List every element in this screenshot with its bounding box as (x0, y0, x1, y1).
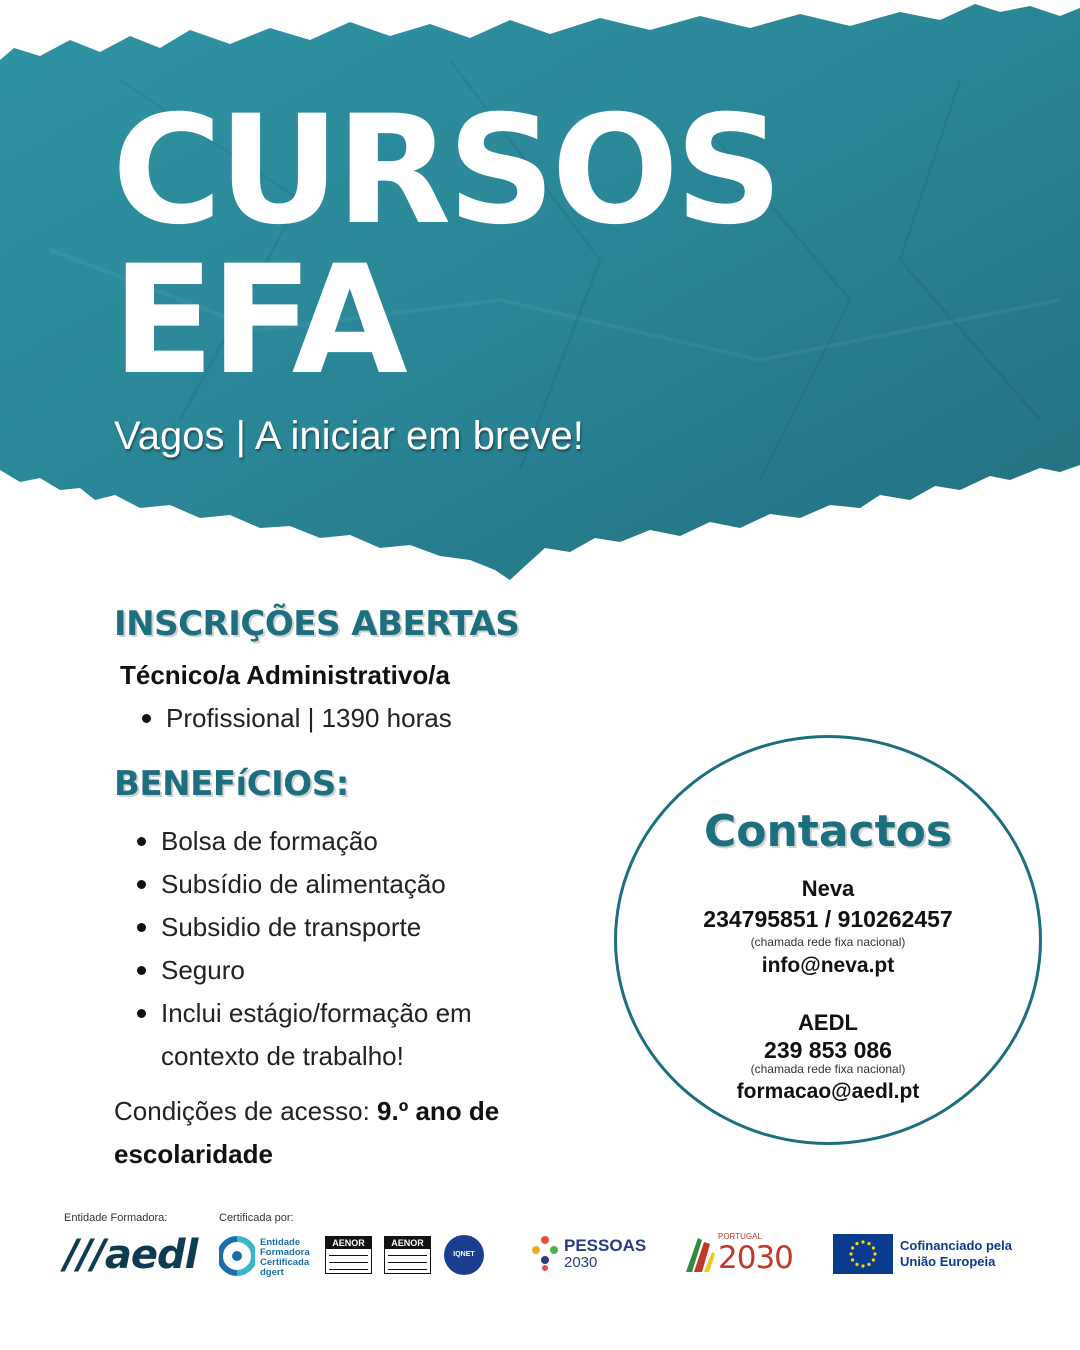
certified-label: Certificada por: (219, 1212, 294, 1224)
access-conditions (114, 1090, 564, 1176)
benefits-list (135, 820, 555, 1078)
eu-cofinanced-text: Cofinanciado pela União Europeia (900, 1238, 1012, 1269)
access-value: 9.º ano de escolaridade (114, 1096, 500, 1169)
aedl-phone-note: (chamada rede fixa nacional) (750, 1062, 906, 1076)
benefits-heading: BENEFíCIOS: (114, 764, 349, 804)
eu-flag-icon (833, 1234, 893, 1274)
access-label: Condições de acesso: (114, 1096, 378, 1126)
pessoas-logo-icon (530, 1234, 560, 1272)
iqnet-badge: IQNET (444, 1235, 484, 1275)
entity-label: Entidade Formadora: (64, 1212, 168, 1224)
portugal-2030-icon (684, 1234, 716, 1274)
hero-title-line-1: CURSOS (112, 84, 779, 258)
aenor-training-badge: AENOR (384, 1236, 431, 1274)
aedl-logo: ///aedl (64, 1232, 198, 1278)
aedl-name: AEDL (798, 1010, 858, 1035)
list-item: Subsídio de alimentação (135, 863, 555, 906)
pessoas-logo-year: 2030 (564, 1254, 598, 1271)
list-item: Bolsa de formação (135, 820, 555, 863)
registration-heading: INSCRIÇÕES ABERTAS (114, 604, 520, 644)
list-item: Subsidio de transporte (135, 906, 555, 949)
hero-title-line-2: EFA (112, 234, 404, 408)
dgert-logo-text: Entidade Formadora Certificada dgert (260, 1237, 310, 1278)
portugal-year: 2030 (718, 1240, 793, 1276)
neva-phone[interactable]: 234795851 / 910262457 (703, 906, 953, 932)
list-item: Seguro (135, 949, 555, 992)
neva-name: Neva (801, 876, 855, 901)
aenor-quality-badge: AENOR (325, 1236, 372, 1274)
course-details-list (140, 700, 452, 736)
aedl-email-link[interactable]: formacao@aedl.pt (736, 1080, 920, 1103)
list-item: Profissional | 1390 horas (140, 700, 452, 736)
contacts-title: Contactos (703, 806, 953, 857)
neva-phone-note: (chamada rede fixa nacional) (750, 935, 906, 949)
portugal-label: PORTUGAL (718, 1232, 762, 1241)
course-title: Técnico/a Administrativo/a (120, 660, 450, 690)
neva-email-link[interactable]: info@neva.pt (761, 954, 895, 977)
hero-subtitle: Vagos | A iniciar em breve! (114, 414, 584, 458)
hero-title (112, 84, 779, 408)
list-item: Inclui estágio/formação em contexto de trabalho! (135, 992, 555, 1078)
pessoas-logo-text: PESSOAS (564, 1236, 647, 1255)
aedl-phone[interactable]: 239 853 086 (764, 1037, 892, 1063)
dgert-logo-icon (219, 1236, 255, 1276)
